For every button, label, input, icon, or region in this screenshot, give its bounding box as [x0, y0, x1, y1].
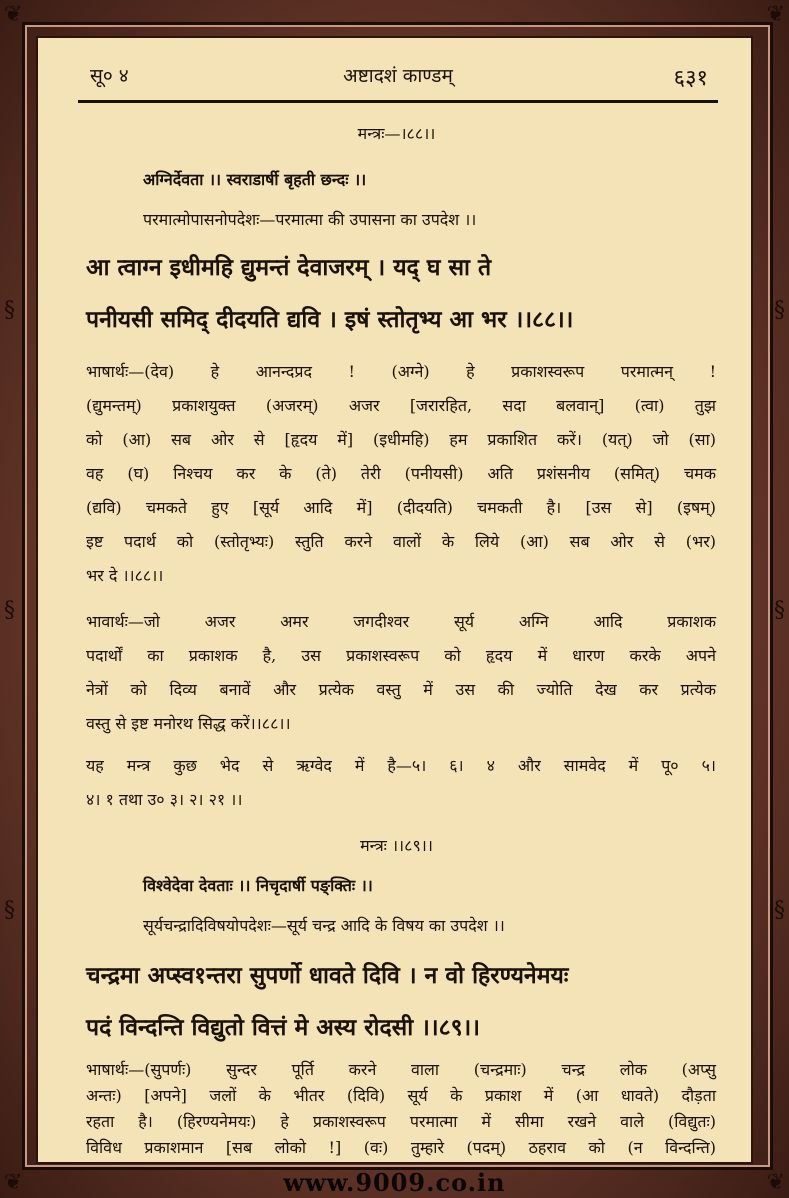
corner-ornament-icon: ❦: [766, 2, 785, 27]
page-header: [78, 62, 718, 92]
side-ornament-icon: §: [4, 898, 15, 923]
translation-line: भाषार्थः—(सुपर्णः) सुन्दर पूर्ति करने वाला (चन्द्रमाः) चन्द्र लोक (अप्सु: [86, 1060, 716, 1079]
meaning-line: भावार्थः—जो अजर अमर जगदीश्वर सूर्य अग्नि आदि प्रकाशक: [86, 612, 716, 631]
translation-line: वह (घ) निश्चय कर के (ते) तेरी (पनीयसी) अति प्रशंसनीय (समित्) चमक: [86, 464, 716, 483]
translation-line: भर दे ।।८८।।: [86, 566, 164, 585]
corner-ornament-icon: ❦: [4, 1170, 23, 1195]
chapter-title: अष्टादशं काण्डम्: [343, 65, 453, 87]
page-number: ६३१: [673, 66, 708, 91]
side-ornament-icon: §: [4, 298, 15, 323]
corner-ornament-icon: ❦: [766, 1170, 785, 1195]
translation-line: भाषार्थः—(देव) हे आनन्दप्रद ! (अग्ने) हे प्रकाशस्वरूप परमात्मन् !: [86, 362, 716, 381]
side-ornament-icon: §: [774, 598, 785, 623]
mantra-verse-line: आ त्वाग्न इधीमहि द्युमन्तं देवाजरम् । यद् घ सा ते: [86, 254, 492, 281]
book-page: [36, 36, 753, 1164]
translation-line: अन्तः) [अपने] जलों के भीतर (दिवि) सूर्य के प्रकाश में (आ धावते) दौड़ता: [86, 1086, 716, 1105]
mantra-verse-line: पदं विन्दन्ति विद्युतो वित्तं मे अस्य रोदसी ।।८९।।: [86, 1014, 480, 1041]
reference-line: यह मन्त्र कुछ भेद से ऋग्वेद में है—५। ६। ४ और सामवेद में पू० ५।: [86, 756, 716, 775]
side-ornament-icon: §: [4, 598, 15, 623]
sukta-number: सू० ४: [90, 65, 129, 87]
translation-line: (द्युमन्तम्) प्रकाशयुक्त (अजरम्) अजर [जरारहित, सदा बलवान्] (त्वा) तुझ: [86, 396, 716, 415]
translation-line: इष्ट पदार्थ को (स्तोतृभ्यः) स्तुति करने वालों के लिये (आ) सब ओर से (भर): [86, 532, 716, 551]
translation-line: को (आ) सब ओर से [हृदय में] (इधीमहि) हम प्रकाशित करें। (यत्) जो (सा): [86, 430, 716, 449]
reference-line: ४। १ तथा उ० ३। २। २१ ।।: [86, 790, 243, 809]
mantra-verse-line: चन्द्रमा अप्स्व१न्तरा सुपर्णो धावते दिवि । न वो हिरण्यनेमयः: [86, 962, 569, 989]
meaning-line: नेत्रों को दिव्य बनावें और प्रत्येक वस्तु में उस की ज्योति देख कर प्रत्येक: [86, 680, 716, 699]
mantra-heading: मन्त्रः—।८८।।: [357, 124, 436, 143]
website-footer: www.9009.co.in: [283, 1168, 506, 1197]
mantra-heading: मन्त्रः ।।८९।।: [360, 836, 433, 855]
topic-line: सूर्यचन्द्रादिविषयोपदेशः—सूर्य चन्द्र आदि के विषय का उपदेश ।।: [143, 916, 505, 935]
header-rule: [78, 100, 718, 103]
side-ornament-icon: §: [774, 298, 785, 323]
mantra-verse-line: पनीयसी समिद् दीदयति द्यवि । इषं स्तोतृभ्य आ भर ।।८८।।: [86, 306, 574, 333]
deity-metre: विश्वेदेवा देवताः ।। निचृदार्षी पङ्क्तिः ।।: [143, 876, 373, 895]
translation-line: रहता है। (हिरण्यनेमयः) हे प्रकाशस्वरूप परमात्मा में सीमा रखने वाले (विद्युतः): [86, 1112, 716, 1131]
topic-line: परमात्मोपासनोपदेशः—परमात्मा की उपासना का उपदेश ।।: [143, 210, 477, 229]
translation-line: विविध प्रकाशमान [सब लोको !] (वः) तुम्हारे (पदम्) ठहराव को (न विन्दन्ति): [86, 1138, 716, 1157]
corner-ornament-icon: ❦: [4, 2, 23, 27]
meaning-line: पदार्थों का प्रकाशक है, उस प्रकाशस्वरूप को हृदय में धारण करके अपने: [86, 646, 716, 665]
meaning-line: वस्तु से इष्ट मनोरथ सिद्ध करें।।८८।।: [86, 714, 291, 733]
translation-line: (द्यवि) चमकते हुए [सूर्य आदि में] (दीदयति) चमकती है। [उस से] (इषम्): [86, 498, 716, 517]
deity-metre: अग्निर्देवता ।। स्वराडार्षी बृहती छन्दः ।।: [143, 170, 367, 189]
side-ornament-icon: §: [774, 898, 785, 923]
